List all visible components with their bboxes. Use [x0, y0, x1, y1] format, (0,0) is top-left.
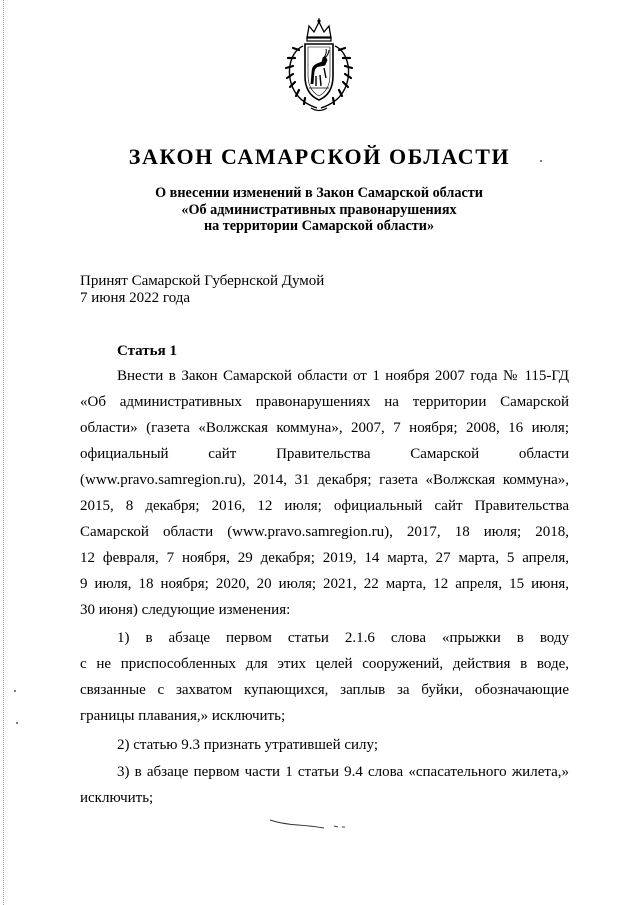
handwritten-mark [268, 812, 350, 832]
body-line: исключить; [80, 790, 154, 806]
scan-edge-line [3, 0, 5, 905]
subtitle-line: О внесении изменений в Закон Самарской области [155, 185, 483, 201]
body-line: области» (газета «Волжская коммуна», 2007, 7 ноября; 2008, 16 июля; [80, 420, 569, 436]
body-line: «Об административных правонарушениях на территории Самарской [80, 394, 569, 410]
coat-of-arms-icon [281, 18, 357, 114]
body-line: связанные с захватом купающихся, заплыв за буйки, обозначающие [80, 682, 569, 698]
law-title: ЗАКОН САМАРСКОЙ ОБЛАСТИ [128, 144, 511, 169]
scan-speck [540, 160, 542, 162]
body-line: 2015, 8 декабря; 2016, 12 июля; официальный сайт Правительства [80, 498, 569, 514]
adopted-date-line: 7 июня 2022 года [80, 290, 191, 306]
amendment-item-2: 2) статью 9.3 признать утратившей силу; [117, 737, 378, 753]
body-line: 12 февраля, 7 ноября, 29 декабря; 2019, 14 марта, 27 марта, 5 апреля, [80, 550, 569, 566]
scan-speck [14, 690, 16, 692]
body-line: Самарской области (www.pravo.samregion.ru), 2017, 18 июля; 2018, [80, 524, 569, 540]
amendment-item-1: 1) в абзаце первом статьи 2.1.6 слова «прыжки в воду [117, 630, 569, 646]
adopted-by-line: Принят Самарской Губернской Думой [80, 273, 325, 289]
amendment-item-3: 3) в абзаце первом части 1 статьи 9.4 слова «спасательного жилета,» [117, 764, 569, 780]
law-subtitle [120, 185, 518, 235]
body-line: 30 июня) следующие изменения: [80, 602, 291, 618]
body-line: границы плавания,» исключить; [80, 708, 286, 724]
subtitle-line: на территории Самарской области» [203, 218, 435, 234]
adoption-note [80, 273, 324, 307]
body-line: официальный сайт Правительства Самарской области [80, 446, 569, 462]
body-line: с не приспособленных для этих целей сооружений, действия в воде, [80, 656, 569, 672]
subtitle-line: «Об административных правонарушениях [181, 201, 457, 218]
article-heading: Статья 1 [117, 343, 177, 359]
scan-speck [16, 722, 18, 724]
body-line: 9 июля, 18 ноября; 2020, 20 июля; 2021, 22 марта, 12 апреля, 15 июня, [80, 576, 569, 592]
body-line: Внести в Закон Самарской области от 1 ноября 2007 года № 115-ГД [117, 368, 569, 384]
body-line: (www.pravo.samregion.ru), 2014, 31 декабря; газета «Волжская коммуна», [80, 472, 569, 488]
